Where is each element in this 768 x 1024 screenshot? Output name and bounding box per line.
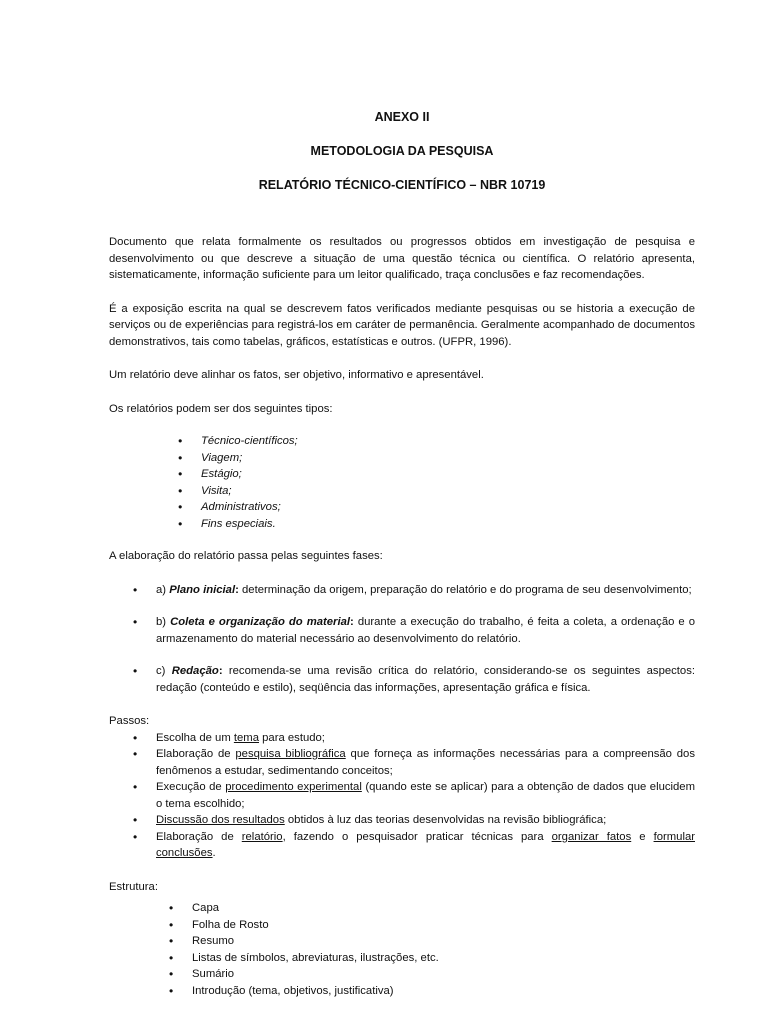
list-item: • Técnico-científicos; bbox=[109, 433, 695, 450]
paragraph-phases-intro: A elaboração do relatório passa pelas seguintes fases: bbox=[109, 550, 383, 562]
list-item: • Capa bbox=[109, 900, 695, 917]
passo-item: • Execução de procedimento experimental (quando este se aplicar) para a obtenção de dados que elucidem o tema escolhido; bbox=[109, 779, 695, 812]
paragraph-types-intro: Os relatórios podem ser dos seguintes tipos: bbox=[109, 402, 333, 415]
phase-b-title: Coleta e organização do material bbox=[170, 616, 351, 628]
list-item: • Folha de Rosto bbox=[109, 917, 695, 934]
link-organizar-fatos: organizar fatos bbox=[551, 830, 632, 843]
methodology-title: METODOLOGIA DA PESQUISA bbox=[310, 144, 494, 158]
paragraph-alignment: Um relatório deve alinhar os fatos, ser objetivo, informativo e apresentável. bbox=[109, 369, 484, 381]
estrutura-list bbox=[109, 900, 695, 999]
phase-a: • a) Plano inicial: determinação da origem, preparação do relatório e do programa de seu desenvolvimento; bbox=[109, 582, 695, 599]
list-item: • Estágio; bbox=[109, 466, 695, 483]
list-item: • Introdução (tema, objetivos, justificativa) bbox=[109, 983, 695, 1000]
list-item: • Fins especiais. bbox=[109, 516, 695, 533]
paragraph-definition: Documento que relata formalmente os resultados ou progressos obtidos em investigação de pesquisa e desenvolvimento ou que descreve a situação de uma questão técnica ou científica. O relatório apresenta, sistematicamente, informação suficiente para um leitor qualificado, traça conclusões e faz recomendações. bbox=[109, 236, 695, 281]
report-title: RELATÓRIO TÉCNICO-CIENTÍFICO – NBR 10719 bbox=[258, 178, 546, 192]
estrutura-label: Estrutura: bbox=[109, 880, 158, 893]
phases-list bbox=[109, 582, 695, 697]
list-item: • Visita; bbox=[109, 483, 695, 500]
passo-item: • Discussão dos resultados obtidos à luz das teorias desenvolvidas na revisão bibliográfica; bbox=[109, 812, 695, 829]
link-formular-conclusoes: formular conclusões bbox=[156, 830, 695, 859]
report-types-list bbox=[109, 433, 695, 532]
link-discussao-resultados: Discussão dos resultados bbox=[156, 814, 285, 826]
passo-item: • Escolha de um tema para estudo; bbox=[109, 730, 695, 747]
passos-label: Passos: bbox=[109, 715, 150, 727]
list-item: • Resumo bbox=[109, 933, 695, 950]
phase-c-title: Redação bbox=[171, 665, 219, 677]
link-procedimento-experimental: procedimento experimental bbox=[225, 781, 362, 793]
link-tema: tema bbox=[233, 731, 259, 744]
list-item: • Administrativos; bbox=[109, 499, 695, 516]
passo-item: • Elaboração de pesquisa bibliográfica que forneça as informações necessárias para a compreensão dos fenômenos a estudar, sedimentando conceitos; bbox=[109, 746, 695, 779]
annex-title: ANEXO II bbox=[374, 110, 430, 124]
link-relatorio: relatório bbox=[241, 830, 283, 843]
document-page bbox=[109, 100, 695, 999]
passo-item: • Elaboração de relatório, fazendo o pesquisador praticar técnicas para organizar fatos e formular conclusões. bbox=[109, 829, 695, 862]
paragraph-exposition: É a exposição escrita na qual se descrevem fatos verificados mediante pesquisas ou se historia a execução de serviços ou de experiências para registrá-los em caráter de permanência. Geralmente acompanhado de documentos demonstrativos, tais como tabelas, gráficos, estatísticas e outros. (UFPR, 1996). bbox=[109, 302, 695, 348]
phase-a-title: Plano inicial bbox=[169, 583, 236, 596]
list-item: • Viagem; bbox=[109, 450, 695, 467]
list-item: • Listas de símbolos, abreviaturas, ilustrações, etc. bbox=[109, 950, 695, 967]
list-item: • Sumário bbox=[109, 966, 695, 983]
phase-c: • c) Redação: recomenda-se uma revisão crítica do relatório, considerando-se os seguintes aspectos: redação (conteúdo e estilo), seqüência das informações, apresentação gráfica e física. bbox=[109, 663, 695, 696]
link-pesquisa-bibliografica: pesquisa bibliográfica bbox=[235, 748, 346, 760]
phase-b: • b) Coleta e organização do material: durante a execução do trabalho, é feita a coleta, a ordenação e o armazenamento do material necessário ao desenvolvimento do relatório. bbox=[109, 614, 695, 647]
passos-list bbox=[109, 730, 695, 862]
